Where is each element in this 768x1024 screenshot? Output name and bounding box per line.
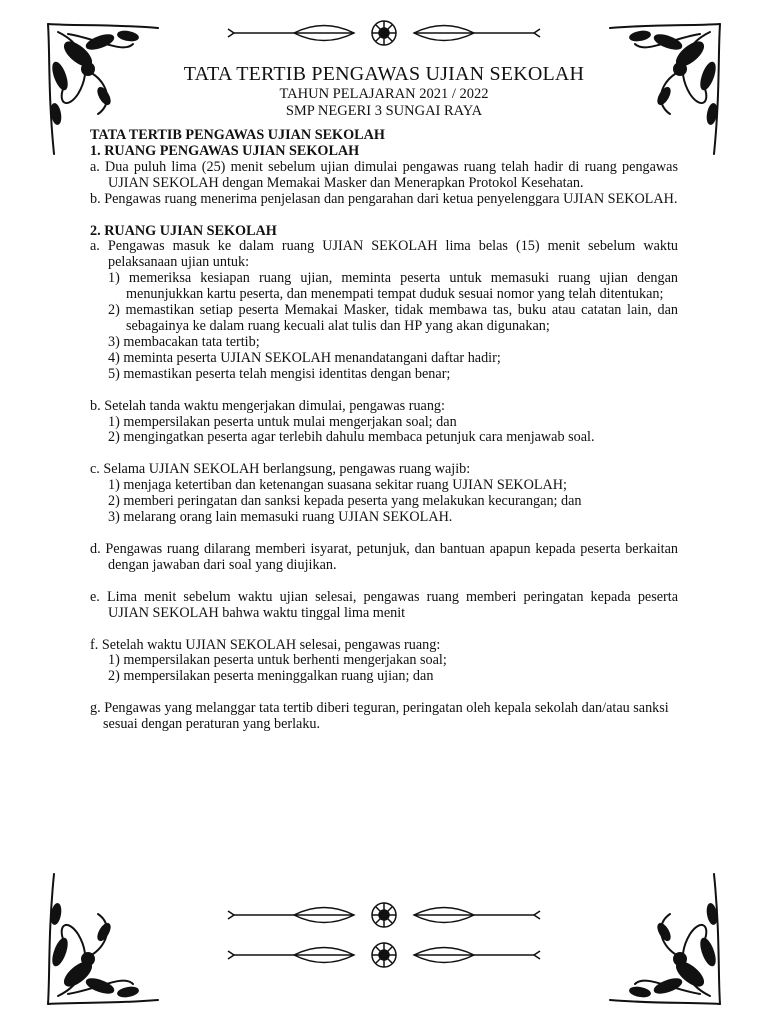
list-item: 2) memastikan setiap peserta Memakai Masker, tidak membawa tas, buku atau catatan lain, dan sebagainya ke dalam ruang kecuali alat tulis dan HP yang akan digunakan; xyxy=(108,302,678,334)
document-header xyxy=(0,62,768,120)
school-name: SMP NEGERI 3 SUNGAI RAYA xyxy=(285,103,483,119)
floral-corner-icon xyxy=(600,864,730,1014)
list-item: 4) meminta peserta UJIAN SEKOLAH menandatangani daftar hadir; xyxy=(108,349,501,366)
spacer xyxy=(90,446,678,462)
rule-paragraph: a. Pengawas masuk ke dalam ruang UJIAN SEKOLAH lima belas (15) menit sebelum waktu pelaksanaan ujian untuk: xyxy=(90,238,678,271)
floral-divider-icon xyxy=(224,18,544,48)
rule-paragraph: d. Pengawas ruang dilarang memberi isyarat, petunjuk, dan bantuan apapun kepada peserta berkaitan dengan jawaban dari soal yang diujikan. xyxy=(90,540,678,573)
list-item: 1) mempersilakan peserta untuk berhenti mengerjakan soal; xyxy=(108,652,447,669)
spacer xyxy=(90,208,678,224)
list-item: 3) membacakan tata tertib; xyxy=(108,333,260,350)
rule-paragraph: g. Pengawas yang melanggar tata tertib diberi teguran, peringatan oleh kepala sekolah dan/atau sanksi sesuai dengan peraturan yang berlaku. xyxy=(90,700,669,733)
rule-paragraph: a. Dua puluh lima (25) menit sebelum ujian dimulai pengawas ruang telah hadir di ruang pengawas UJIAN SEKOLAH dengan Memakai Masker dan Menerapkan Protokol Kesehatan. xyxy=(90,158,678,191)
floral-divider-icon xyxy=(224,940,544,970)
rule-paragraph: c. Selama UJIAN SEKOLAH berlangsung, pengawas ruang wajib: xyxy=(90,461,471,478)
section-heading: 2. RUANG UJIAN SEKOLAH xyxy=(90,222,277,239)
rule-paragraph: b. Setelah tanda waktu mengerjakan dimulai, pengawas ruang: xyxy=(90,397,445,414)
rule-paragraph: f. Setelah waktu UJIAN SEKOLAH selesai, pengawas ruang: xyxy=(90,636,441,653)
list-item: 1) mempersilakan peserta untuk mulai mengerjakan soal; dan xyxy=(108,413,457,430)
rule-paragraph: e. Lima menit sebelum waktu ujian selesai, pengawas ruang memberi peringatan kepada peserta UJIAN SEKOLAH bahwa waktu tinggal lima menit xyxy=(90,588,678,621)
list-item: 5) memastikan peserta telah mengisi identitas dengan benar; xyxy=(108,365,451,382)
list-item: 2) mengingatkan peserta agar terlebih dahulu membaca petunjuk cara menjawab soal. xyxy=(108,429,595,446)
rule-paragraph: b. Pengawas ruang menerima penjelasan dan pengarahan dari ketua penyelenggara UJIAN SEKOLAH. xyxy=(90,190,678,207)
document-title: TATA TERTIB PENGAWAS UJIAN SEKOLAH xyxy=(183,63,585,85)
body-heading: TATA TERTIB PENGAWAS UJIAN SEKOLAH xyxy=(90,127,385,143)
list-item: 2) mempersilakan peserta meninggalkan ruang ujian; dan xyxy=(108,668,434,685)
floral-corner-icon xyxy=(38,864,168,1014)
spacer xyxy=(90,685,678,701)
document-body xyxy=(90,128,678,733)
spacer xyxy=(90,526,678,542)
list-item: 2) memberi peringatan dan sanksi kepada peserta yang melakukan kecurangan; dan xyxy=(108,493,582,510)
section-heading: 1. RUANG PENGAWAS UJIAN SEKOLAH xyxy=(90,142,360,159)
spacer xyxy=(90,622,678,638)
floral-divider-icon xyxy=(224,900,544,930)
academic-year: TAHUN PELAJARAN 2021 / 2022 xyxy=(279,86,489,102)
list-item: 1) memeriksa kesiapan ruang ujian, meminta peserta untuk memasuki ruang ujian dengan menunjukkan kartu peserta, dan menempati tempat duduk sesuai nomor yang telah ditentukan; xyxy=(108,270,678,303)
list-item: 3) melarang orang lain memasuki ruang UJIAN SEKOLAH. xyxy=(108,509,453,526)
list-item: 1) menjaga ketertiban dan ketenangan suasana sekitar ruang UJIAN SEKOLAH; xyxy=(108,477,567,494)
spacer xyxy=(90,574,678,590)
spacer xyxy=(90,383,678,399)
